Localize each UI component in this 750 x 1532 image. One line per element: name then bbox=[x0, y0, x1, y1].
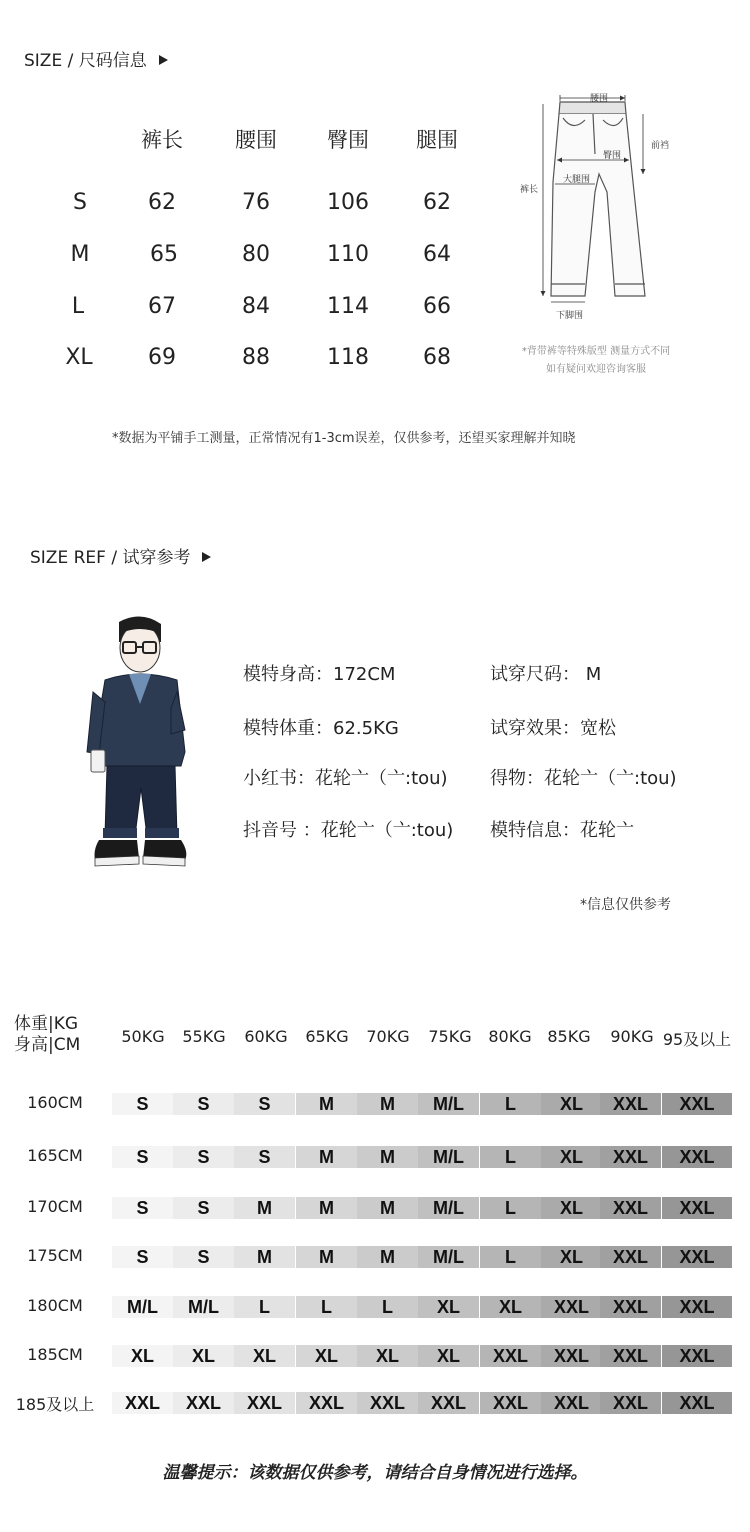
weight-header: 60KG bbox=[244, 1027, 288, 1046]
table-cell: 65 bbox=[150, 242, 178, 267]
table-cell: 80 bbox=[242, 242, 270, 267]
height-label: 180CM bbox=[27, 1296, 83, 1315]
size-cell: XXL bbox=[234, 1392, 295, 1414]
table-cell: 118 bbox=[327, 345, 369, 370]
size-cell: XXL bbox=[418, 1392, 479, 1414]
size-cell: XXL bbox=[541, 1296, 602, 1318]
model-height: 模特身高：172CM bbox=[243, 664, 396, 685]
size-cell: XXL bbox=[600, 1345, 661, 1367]
height-label: 175CM bbox=[27, 1246, 83, 1265]
size-cell: XXL bbox=[662, 1246, 732, 1268]
size-section-title bbox=[24, 46, 168, 71]
size-ref-section-title bbox=[30, 543, 211, 568]
measurement-note: *数据为平铺手工测量，正常情况有1-3cm误差，仅供参考，还望买家理解并知晓 bbox=[112, 431, 576, 446]
table-cell: 106 bbox=[327, 190, 369, 215]
table-cell: 66 bbox=[423, 294, 451, 319]
weight-header: 65KG bbox=[305, 1027, 349, 1046]
triangle-right-icon bbox=[202, 552, 211, 562]
size-cell: M/L bbox=[418, 1246, 479, 1268]
weight-header: 75KG bbox=[428, 1027, 472, 1046]
diagram-label-waist: 腰围 bbox=[590, 94, 609, 104]
diagram-label-front-rise: 前裆 bbox=[651, 141, 670, 151]
size-cell: XL bbox=[541, 1146, 602, 1168]
table-cell: 69 bbox=[148, 345, 176, 370]
size-cell: S bbox=[173, 1146, 234, 1168]
size-cell: XXL bbox=[600, 1197, 661, 1219]
size-cell: M/L bbox=[418, 1197, 479, 1219]
size-cell: XXL bbox=[600, 1296, 661, 1318]
size-cell: M bbox=[357, 1197, 418, 1219]
corner-height-label: 身高|CM bbox=[14, 1035, 81, 1055]
size-cell: S bbox=[234, 1146, 295, 1168]
corner-weight-label: 体重|KG bbox=[14, 1014, 79, 1034]
size-cell: M bbox=[296, 1093, 357, 1115]
weight-header: 95及以上 bbox=[662, 1030, 732, 1049]
size-cell: M bbox=[234, 1197, 295, 1219]
table-cell: 88 bbox=[242, 345, 270, 370]
size-cell: M bbox=[296, 1246, 357, 1268]
size-cell: XXL bbox=[600, 1392, 661, 1414]
size-cell: L bbox=[480, 1093, 541, 1115]
size-cell: S bbox=[112, 1093, 173, 1115]
size-cell: M bbox=[357, 1093, 418, 1115]
size-cell: M/L bbox=[173, 1296, 234, 1318]
trial-size: 试穿尺码： M bbox=[490, 664, 602, 685]
size-cell: XXL bbox=[662, 1296, 732, 1318]
weight-header: 90KG bbox=[610, 1027, 654, 1046]
size-cell: XXL bbox=[541, 1392, 602, 1414]
size-cell: XXL bbox=[662, 1392, 732, 1414]
table-cell: 110 bbox=[327, 242, 369, 267]
diagram-label-length: 裤长 bbox=[520, 185, 539, 195]
size-cell: M bbox=[357, 1246, 418, 1268]
size-cell: L bbox=[296, 1296, 357, 1318]
height-label: 170CM bbox=[27, 1197, 83, 1216]
size-cell: M bbox=[357, 1146, 418, 1168]
size-cell: XXL bbox=[296, 1392, 357, 1414]
size-cell: XXL bbox=[662, 1093, 732, 1115]
size-cell: S bbox=[112, 1246, 173, 1268]
douyin-account: 抖音号 ：花轮亠（亠:tou) bbox=[243, 820, 454, 841]
diagram-note-1: *背带裤等特殊版型 测量方式不同 bbox=[521, 346, 671, 357]
table-cell: 67 bbox=[148, 294, 176, 319]
trial-effect: 试穿效果：宽松 bbox=[490, 718, 616, 739]
size-cell: M bbox=[234, 1246, 295, 1268]
size-label-xl: XL bbox=[65, 345, 93, 370]
size-cell: XL bbox=[234, 1345, 295, 1367]
triangle-right-icon bbox=[159, 55, 168, 65]
size-cell: XXL bbox=[541, 1345, 602, 1367]
size-cell: XXL bbox=[112, 1392, 173, 1414]
size-cell: XL bbox=[541, 1246, 602, 1268]
weight-header: 85KG bbox=[547, 1027, 591, 1046]
diagram-note-2: 如有疑问欢迎咨询客服 bbox=[546, 364, 646, 375]
size-cell: M/L bbox=[418, 1146, 479, 1168]
size-cell: M bbox=[296, 1197, 357, 1219]
weight-header: 70KG bbox=[366, 1027, 410, 1046]
size-label-s: S bbox=[73, 190, 87, 215]
size-cell: XXL bbox=[600, 1146, 661, 1168]
table-cell: 68 bbox=[423, 345, 451, 370]
size-cell: M/L bbox=[112, 1296, 173, 1318]
size-cell: S bbox=[112, 1146, 173, 1168]
grid-corner-label bbox=[14, 1014, 80, 1056]
size-cell: XXL bbox=[600, 1246, 661, 1268]
size-cell: XL bbox=[173, 1345, 234, 1367]
footer-tip: 温馨提示：该数据仅供参考，请结合自身情况进行选择。 bbox=[162, 1463, 588, 1483]
size-cell: S bbox=[112, 1197, 173, 1219]
header-thigh: 腿围 bbox=[416, 128, 458, 152]
size-cell: L bbox=[480, 1246, 541, 1268]
model-illustration bbox=[85, 612, 195, 884]
size-cell: XL bbox=[480, 1296, 541, 1318]
model-weight: 模特体重：62.5KG bbox=[243, 718, 399, 739]
size-cell: XXL bbox=[173, 1392, 234, 1414]
size-cell: S bbox=[234, 1093, 295, 1115]
header-hip: 臀围 bbox=[327, 128, 369, 152]
dewu-account: 得物：花轮亠（亠:tou) bbox=[490, 768, 677, 789]
height-label: 185及以上 bbox=[15, 1395, 95, 1414]
size-cell: XXL bbox=[480, 1392, 541, 1414]
info-note: *信息仅供参考 bbox=[580, 897, 671, 913]
size-label-m: M bbox=[70, 242, 90, 267]
header-waist: 腰围 bbox=[235, 128, 277, 152]
size-cell: XL bbox=[541, 1197, 602, 1219]
weight-header: 55KG bbox=[182, 1027, 226, 1046]
size-cell: XXL bbox=[662, 1345, 732, 1367]
size-label-l: L bbox=[71, 294, 85, 319]
size-cell: XXL bbox=[480, 1345, 541, 1367]
size-cell: M/L bbox=[418, 1093, 479, 1115]
size-ref-section-title-text: SIZE REF / 试穿参考 bbox=[30, 548, 191, 568]
size-cell: S bbox=[173, 1197, 234, 1219]
size-cell: XXL bbox=[662, 1197, 732, 1219]
size-cell: XL bbox=[418, 1345, 479, 1367]
xiaohongshu-account: 小红书：花轮亠（亠:tou) bbox=[243, 768, 448, 789]
size-cell: S bbox=[173, 1246, 234, 1268]
size-cell: L bbox=[357, 1296, 418, 1318]
table-cell: 76 bbox=[242, 190, 270, 215]
size-cell: L bbox=[480, 1146, 541, 1168]
pants-illustration bbox=[515, 82, 695, 322]
table-cell: 84 bbox=[242, 294, 270, 319]
diagram-label-thigh: 大腿围 bbox=[563, 175, 591, 185]
table-cell: 64 bbox=[423, 242, 451, 267]
height-label: 185CM bbox=[27, 1345, 83, 1364]
size-cell: XXL bbox=[600, 1093, 661, 1115]
size-cell: XL bbox=[418, 1296, 479, 1318]
diagram-label-hip: 臀围 bbox=[603, 151, 622, 161]
size-cell: M bbox=[296, 1146, 357, 1168]
height-label: 165CM bbox=[27, 1146, 83, 1165]
weight-header: 80KG bbox=[488, 1027, 532, 1046]
table-cell: 62 bbox=[148, 190, 176, 215]
diagram-label-hem: 下脚围 bbox=[556, 311, 584, 321]
size-cell: XL bbox=[296, 1345, 357, 1367]
weight-header: 50KG bbox=[121, 1027, 165, 1046]
size-section-title-text: SIZE / 尺码信息 bbox=[24, 51, 147, 71]
header-length: 裤长 bbox=[141, 128, 183, 152]
size-cell: XL bbox=[357, 1345, 418, 1367]
size-cell: XL bbox=[112, 1345, 173, 1367]
size-cell: XL bbox=[541, 1093, 602, 1115]
table-cell: 114 bbox=[327, 294, 369, 319]
size-cell: XXL bbox=[357, 1392, 418, 1414]
table-cell: 62 bbox=[423, 190, 451, 215]
size-cell: S bbox=[173, 1093, 234, 1115]
height-label: 160CM bbox=[27, 1093, 83, 1112]
model-info-name: 模特信息：花轮亠 bbox=[490, 820, 634, 841]
size-cell: XXL bbox=[662, 1146, 732, 1168]
size-cell: L bbox=[234, 1296, 295, 1318]
size-cell: L bbox=[480, 1197, 541, 1219]
